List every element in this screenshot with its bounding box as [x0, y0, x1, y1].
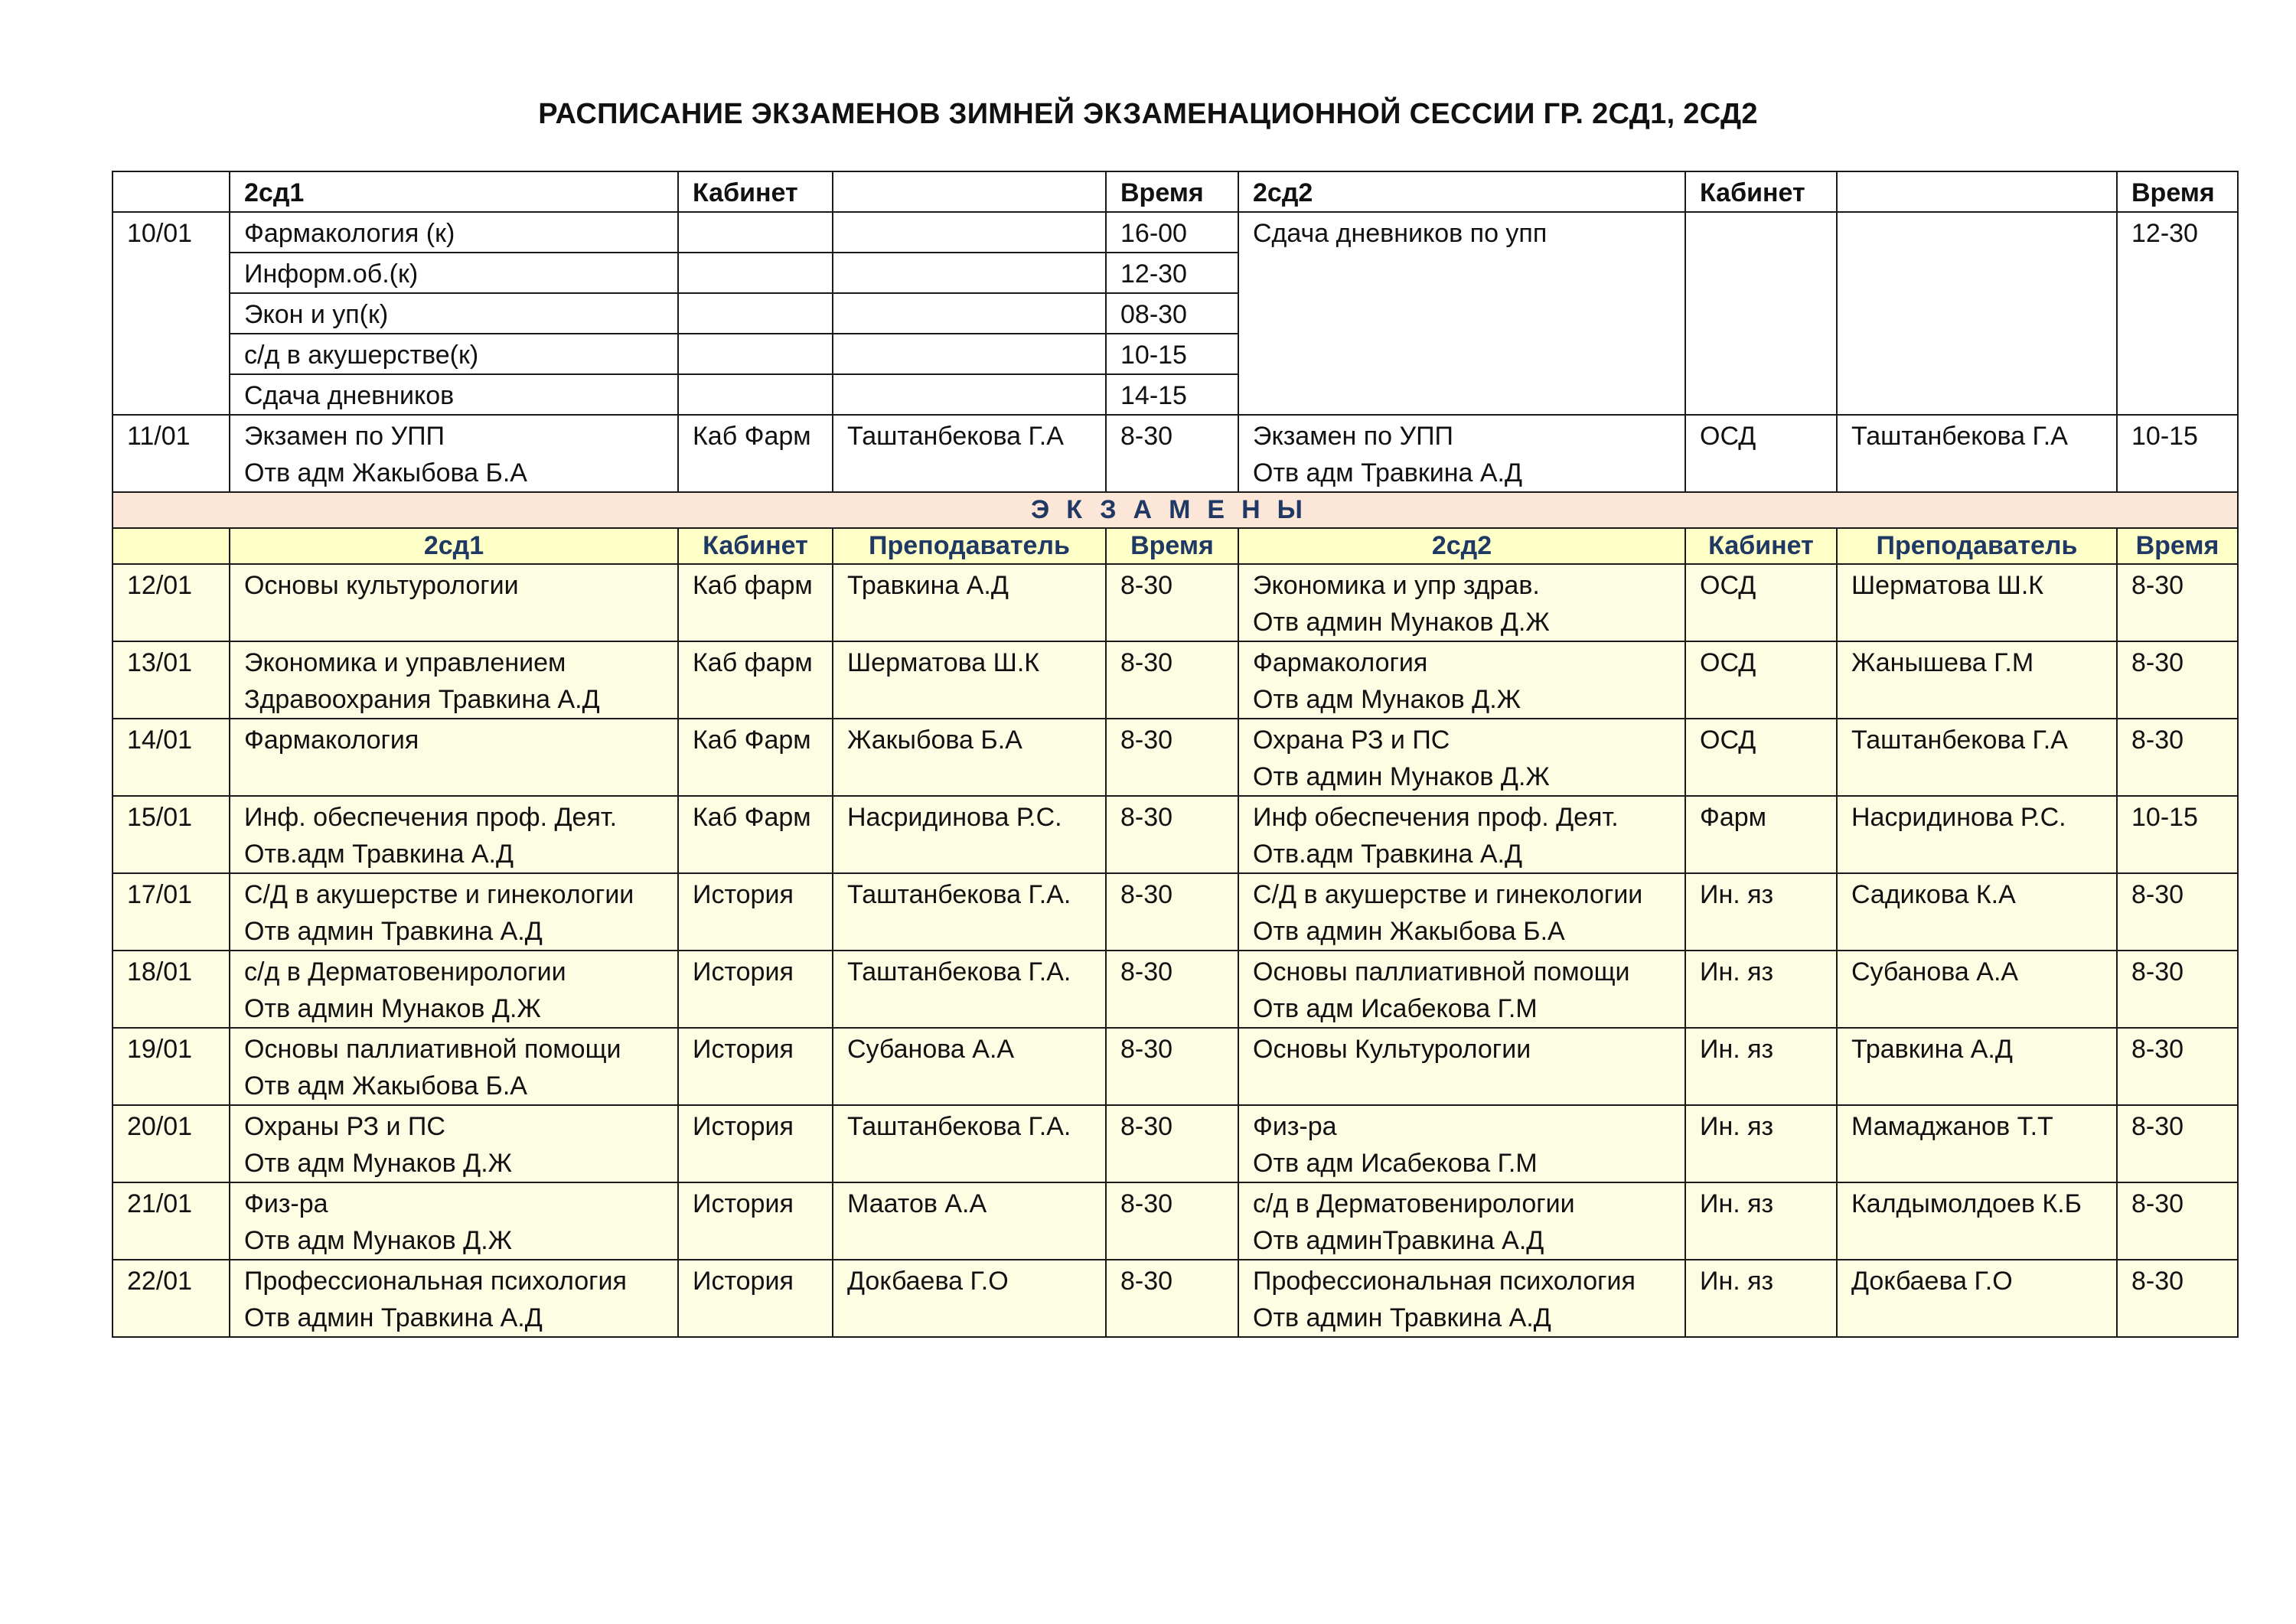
- date-cell: 14/01: [113, 719, 230, 796]
- header-group2: 2сд2: [1238, 171, 1685, 212]
- responsible-line: Отв адм Жакыбова Б.А: [244, 1071, 527, 1101]
- subject-line: Основы Культурологии: [1253, 1035, 1531, 1064]
- responsible-line: Отв админ Мунаков Д.Ж: [244, 994, 541, 1023]
- subject-cell: Сдача дневников по упп: [1238, 212, 1685, 415]
- room-cell: Ин. яз: [1685, 951, 1837, 1028]
- subject-line: Фармакология: [244, 726, 419, 755]
- room-cell: ОСД: [1685, 719, 1837, 796]
- date-cell: 15/01: [113, 796, 230, 873]
- room-cell: История: [678, 1028, 833, 1105]
- time-cell: 8-30: [2117, 873, 2238, 951]
- subject-line: Инф. обеспечения проф. Деят.: [244, 803, 618, 832]
- room-cell: Ин. яз: [1685, 1028, 1837, 1105]
- time-cell: 10-15: [2117, 796, 2238, 873]
- time-cell: 8-30: [1106, 641, 1238, 719]
- responsible-line: Отв админТравкина А.Д: [1253, 1226, 1544, 1255]
- responsible-line: Отв адм Исабекова Г.М: [1253, 994, 1538, 1023]
- subject-line: С/Д в акушерстве и гинекологии: [1253, 880, 1643, 909]
- teacher-cell: [833, 212, 1106, 253]
- subject-cell: [1238, 641, 1685, 719]
- exams-banner-row: [113, 492, 2238, 528]
- subject-cell: [1238, 719, 1685, 796]
- date-cell: 22/01: [113, 1260, 230, 1337]
- subject-line: с/д в Дерматовенирологии: [244, 957, 566, 986]
- room-cell: История: [678, 1260, 833, 1337]
- exam-header-teacher2: Преподаватель: [1837, 528, 2117, 564]
- responsible-line: Отв адм Исабекова Г.М: [1253, 1149, 1538, 1178]
- subject-cell: [1238, 873, 1685, 951]
- time-cell: 16-00: [1106, 212, 1238, 253]
- subject-line: С/Д в акушерстве и гинекологии: [244, 880, 634, 909]
- page-title: РАСПИСАНИЕ ЭКЗАМЕНОВ ЗИМНЕЙ ЭКЗАМЕНАЦИОННОЙ СЕССИИ ГР. 2СД1, 2СД2: [538, 98, 1758, 130]
- subject-cell: [230, 415, 678, 492]
- time-cell: 8-30: [2117, 719, 2238, 796]
- teacher-cell: Травкина А.Д: [833, 564, 1106, 641]
- date-cell: 11/01: [113, 415, 230, 492]
- date-cell: 17/01: [113, 873, 230, 951]
- header-time1: Время: [1106, 171, 1238, 212]
- subject-line: Основы культурологии: [244, 571, 519, 600]
- room-cell: [1685, 212, 1837, 415]
- time-cell: 8-30: [1106, 1105, 1238, 1182]
- teacher-cell: [833, 253, 1106, 293]
- teacher-cell: Садикова К.А: [1837, 873, 2117, 951]
- teacher-cell: Таштанбекова Г.А.: [833, 873, 1106, 951]
- table-row: [113, 415, 2238, 492]
- header-date-cell: [113, 171, 230, 212]
- room-cell: Ин. яз: [1685, 1260, 1837, 1337]
- subject-cell: [1238, 1028, 1685, 1105]
- subject-line: Экономика и управлением: [244, 648, 566, 677]
- room-cell: Ин. яз: [1685, 1105, 1837, 1182]
- teacher-cell: Докбаева Г.О: [1837, 1260, 2117, 1337]
- teacher-cell: [833, 293, 1106, 334]
- room-cell: [678, 374, 833, 415]
- subject-cell: с/д в акушерстве(к): [230, 334, 678, 374]
- exam-header-time1: Время: [1106, 528, 1238, 564]
- time-cell: 8-30: [1106, 564, 1238, 641]
- teacher-cell: [833, 374, 1106, 415]
- time-cell: 8-30: [2117, 951, 2238, 1028]
- teacher-cell: [1837, 212, 2117, 415]
- room-cell: История: [678, 1182, 833, 1260]
- teacher-cell: Таштанбекова Г.А: [833, 415, 1106, 492]
- responsible-line: Отв адм Травкина А.Д: [1253, 458, 1522, 488]
- table-row: [113, 212, 2238, 253]
- room-cell: [678, 212, 833, 253]
- room-cell: История: [678, 1105, 833, 1182]
- table-row: [113, 564, 2238, 641]
- subject-cell: [230, 951, 678, 1028]
- table-row: [113, 641, 2238, 719]
- time-cell: 10-15: [2117, 415, 2238, 492]
- time-cell: 8-30: [2117, 1260, 2238, 1337]
- subject-cell: [1238, 415, 1685, 492]
- exams-banner: ЭКЗАМЕНЫ: [113, 492, 2238, 528]
- date-cell: 13/01: [113, 641, 230, 719]
- time-cell: 8-30: [1106, 1260, 1238, 1337]
- room-cell: Каб Фарм: [678, 719, 833, 796]
- subject-line: с/д в Дерматовенирологии: [1253, 1189, 1575, 1218]
- subject-line: Основы паллиативной помощи: [1253, 957, 1630, 986]
- responsible-line: Отв адм Жакыбова Б.А: [244, 458, 527, 488]
- teacher-cell: Насридинова Р.С.: [833, 796, 1106, 873]
- room-cell: ОСД: [1685, 415, 1837, 492]
- subject-cell: [1238, 564, 1685, 641]
- date-cell: 10/01: [113, 212, 230, 415]
- time-cell: 8-30: [1106, 1182, 1238, 1260]
- subject-line: Физ-ра: [1253, 1112, 1337, 1141]
- responsible-line: Отв админ Травкина А.Д: [244, 917, 543, 946]
- date-cell: 12/01: [113, 564, 230, 641]
- exam-header-date: [113, 528, 230, 564]
- subject-cell: [230, 1028, 678, 1105]
- responsible-line: Отв админ Мунаков Д.Ж: [1253, 762, 1550, 791]
- header-group1: 2сд1: [230, 171, 678, 212]
- subject-cell: Сдача дневников: [230, 374, 678, 415]
- teacher-cell: Шерматова Ш.К: [833, 641, 1106, 719]
- teacher-cell: Мамаджанов Т.Т: [1837, 1105, 2117, 1182]
- subject-cell: [230, 1182, 678, 1260]
- subject-cell: [230, 796, 678, 873]
- subject-cell: [1238, 951, 1685, 1028]
- responsible-line: Отв админ Мунаков Д.Ж: [1253, 608, 1550, 637]
- header-time2: Время: [2117, 171, 2238, 212]
- subject-cell: Фармакология (к): [230, 212, 678, 253]
- table-row: [113, 719, 2238, 796]
- time-cell: 12-30: [2117, 212, 2238, 415]
- time-cell: 8-30: [1106, 873, 1238, 951]
- table-row: [113, 796, 2238, 873]
- subject-cell: [1238, 1182, 1685, 1260]
- room-cell: История: [678, 951, 833, 1028]
- responsible-line: Отв адм Мунаков Д.Ж: [244, 1149, 513, 1178]
- subject-cell: [230, 873, 678, 951]
- time-cell: 8-30: [1106, 415, 1238, 492]
- header-room2: Кабинет: [1685, 171, 1837, 212]
- table-row: [113, 1105, 2238, 1182]
- room-cell: [678, 253, 833, 293]
- subject-cell: [1238, 796, 1685, 873]
- exam-header-room1: Кабинет: [678, 528, 833, 564]
- subject-cell: Экон и уп(к): [230, 293, 678, 334]
- exam-header-group2: 2сд2: [1238, 528, 1685, 564]
- time-cell: 10-15: [1106, 334, 1238, 374]
- header-blank1: [833, 171, 1106, 212]
- room-cell: [678, 334, 833, 374]
- table-row: [113, 951, 2238, 1028]
- subject-cell: [230, 1260, 678, 1337]
- date-cell: 20/01: [113, 1105, 230, 1182]
- table-row: [113, 1260, 2238, 1337]
- table-row: [113, 873, 2238, 951]
- subject-line: Профессиональная психология: [244, 1267, 627, 1296]
- time-cell: 14-15: [1106, 374, 1238, 415]
- teacher-cell: Насридинова Р.С.: [1837, 796, 2117, 873]
- subject-line: Инф обеспечения проф. Деят.: [1253, 803, 1619, 832]
- time-cell: 8-30: [2117, 1182, 2238, 1260]
- time-cell: 8-30: [2117, 641, 2238, 719]
- time-cell: 08-30: [1106, 293, 1238, 334]
- time-cell: 8-30: [2117, 1028, 2238, 1105]
- responsible-line: Отв адм Мунаков Д.Ж: [244, 1226, 513, 1255]
- exam-header-group1: 2сд1: [230, 528, 678, 564]
- responsible-line: Отв адм Мунаков Д.Ж: [1253, 685, 1521, 714]
- subject-cell: [230, 719, 678, 796]
- subject-cell: [1238, 1260, 1685, 1337]
- exam-header-room2: Кабинет: [1685, 528, 1837, 564]
- table-row: [113, 1182, 2238, 1260]
- header-row: [113, 171, 2238, 212]
- teacher-cell: Таштанбекова Г.А: [1837, 719, 2117, 796]
- table-row: [113, 1028, 2238, 1105]
- room-cell: Фарм: [1685, 796, 1837, 873]
- subject-line: Охрана РЗ и ПС: [1253, 726, 1450, 755]
- responsible-line: Здравоохрания Травкина А.Д: [244, 685, 600, 714]
- room-cell: Ин. яз: [1685, 873, 1837, 951]
- subject-cell: Информ.об.(к): [230, 253, 678, 293]
- subject-line: Охраны РЗ и ПС: [244, 1112, 445, 1141]
- subject-line: Физ-ра: [244, 1189, 328, 1218]
- time-cell: 12-30: [1106, 253, 1238, 293]
- subject-cell: [230, 641, 678, 719]
- room-cell: ОСД: [1685, 564, 1837, 641]
- teacher-cell: Докбаева Г.О: [833, 1260, 1106, 1337]
- teacher-cell: Маатов А.А: [833, 1182, 1106, 1260]
- exam-header-teacher1: Преподаватель: [833, 528, 1106, 564]
- responsible-line: Отв.адм Травкина А.Д: [1253, 840, 1522, 869]
- exam-header-row: [113, 528, 2238, 564]
- teacher-cell: Субанова А.А: [833, 1028, 1106, 1105]
- room-cell: История: [678, 873, 833, 951]
- teacher-cell: Жанышева Г.М: [1837, 641, 2117, 719]
- subject-line: Экзамен по УПП: [244, 422, 445, 451]
- time-cell: 8-30: [2117, 564, 2238, 641]
- subject-line: Экзамен по УПП: [1253, 422, 1453, 451]
- teacher-cell: Таштанбекова Г.А.: [833, 951, 1106, 1028]
- teacher-cell: Травкина А.Д: [1837, 1028, 2117, 1105]
- time-cell: 8-30: [1106, 1028, 1238, 1105]
- subject-cell: [1238, 1105, 1685, 1182]
- subject-cell: [230, 564, 678, 641]
- date-cell: 19/01: [113, 1028, 230, 1105]
- time-cell: 8-30: [2117, 1105, 2238, 1182]
- teacher-cell: Шерматова Ш.К: [1837, 564, 2117, 641]
- header-blank2: [1837, 171, 2117, 212]
- room-cell: ОСД: [1685, 641, 1837, 719]
- teacher-cell: Жакыбова Б.А: [833, 719, 1106, 796]
- room-cell: Ин. яз: [1685, 1182, 1837, 1260]
- time-cell: 8-30: [1106, 796, 1238, 873]
- room-cell: [678, 293, 833, 334]
- date-cell: 21/01: [113, 1182, 230, 1260]
- teacher-cell: [833, 334, 1106, 374]
- subject-line: Основы паллиативной помощи: [244, 1035, 621, 1064]
- room-cell: Каб Фарм: [678, 796, 833, 873]
- room-cell: Каб фарм: [678, 564, 833, 641]
- room-cell: Каб Фарм: [678, 415, 833, 492]
- responsible-line: Отв админ Травкина А.Д: [244, 1303, 543, 1332]
- responsible-line: Отв админ Жакыбова Б.А: [1253, 917, 1565, 946]
- teacher-cell: Таштанбекова Г.А: [1837, 415, 2117, 492]
- subject-cell: [230, 1105, 678, 1182]
- time-cell: 8-30: [1106, 719, 1238, 796]
- schedule-table: [112, 171, 2239, 1338]
- responsible-line: Отв админ Травкина А.Д: [1253, 1303, 1551, 1332]
- teacher-cell: Калдымолдоев К.Б: [1837, 1182, 2117, 1260]
- subject-line: Экономика и упр здрав.: [1253, 571, 1540, 600]
- header-room1: Кабинет: [678, 171, 833, 212]
- exam-header-time2: Время: [2117, 528, 2238, 564]
- room-cell: Каб фарм: [678, 641, 833, 719]
- subject-line: Фармакология: [1253, 648, 1428, 677]
- time-cell: 8-30: [1106, 951, 1238, 1028]
- subject-line: Профессиональная психология: [1253, 1267, 1636, 1296]
- teacher-cell: Таштанбекова Г.А.: [833, 1105, 1106, 1182]
- responsible-line: Отв.адм Травкина А.Д: [244, 840, 514, 869]
- date-cell: 18/01: [113, 951, 230, 1028]
- teacher-cell: Субанова А.А: [1837, 951, 2117, 1028]
